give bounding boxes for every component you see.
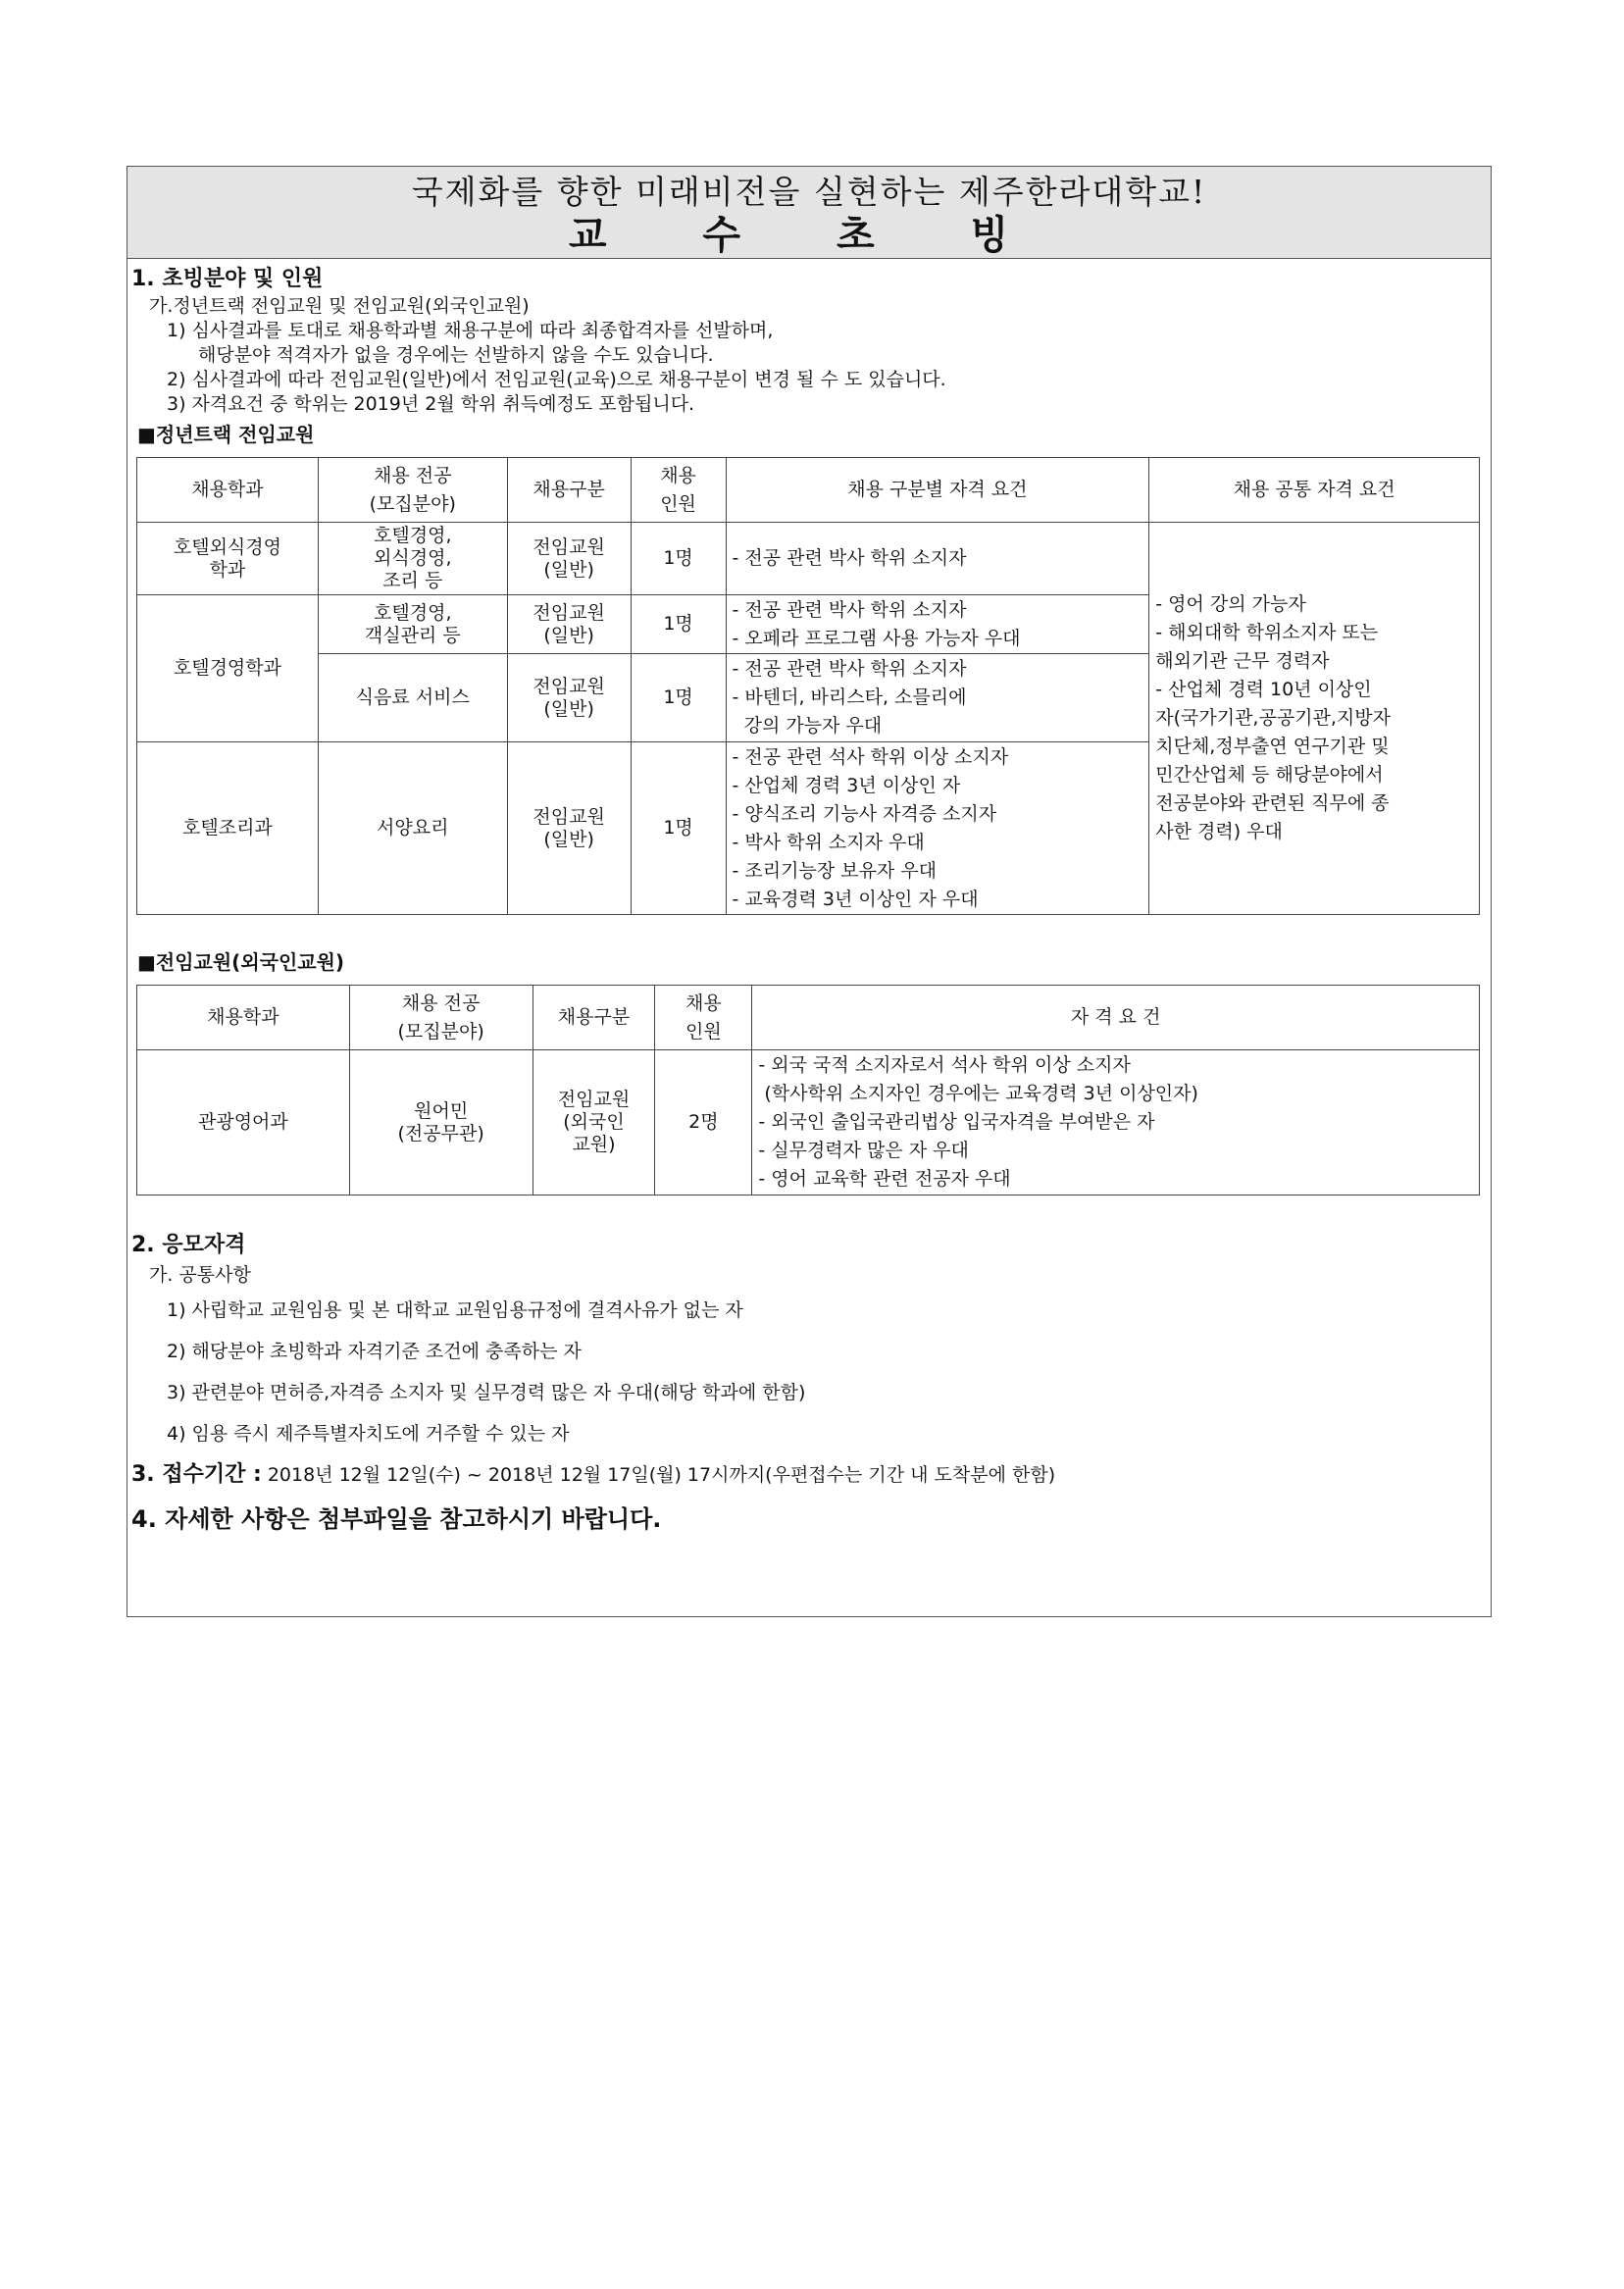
section2-item: 3) 관련분야 면허증,자격증 소지자 및 실무경력 많은 자 우대(해당 학과에 한함) <box>167 1382 806 1403</box>
notice-header <box>127 167 1491 259</box>
cell-type: 전임교원 (일반) <box>507 595 631 654</box>
cell-dept: 호텔조리과 <box>137 742 319 915</box>
table1-title: ■정년트랙 전임교원 <box>137 423 315 446</box>
cell-req: - 전공 관련 박사 학위 소지자 - 바텐더, 바리스타, 소믈리에 강의 가능자 우대 <box>726 654 1149 742</box>
section2-item: 4) 임용 즉시 제주특별자치도에 거주할 수 있는 자 <box>167 1423 570 1445</box>
tenure-track-table <box>136 457 1480 915</box>
cell-req: - 전공 관련 박사 학위 소지자 - 오페라 프로그램 사용 가능자 우대 <box>726 595 1149 654</box>
cell-major: 식음료 서비스 <box>318 654 507 742</box>
section1-note: 1) 심사결과를 토대로 채용학과별 채용구분에 따라 최종합격자를 선발하며, <box>167 320 774 341</box>
section3-heading: 3. 접수기간 : <box>131 1462 262 1487</box>
cell-major: 서양요리 <box>318 742 507 915</box>
notice-body <box>127 259 1491 1543</box>
cell-count: 1명 <box>631 523 726 595</box>
cell-count: 1명 <box>631 742 726 915</box>
cell-major: 원어민 (전공무관) <box>349 1050 533 1195</box>
section3-text: 2018년 12월 12일(수) ~ 2018년 12월 17일(월) 17시까지(우편접수는 기간 내 도착분에 한함) <box>267 1464 1056 1486</box>
cell-type: 전임교원 (일반) <box>507 654 631 742</box>
cell-common: - 영어 강의 가능자 - 해외대학 학위소지자 또는 해외기관 근무 경력자 - 산업체 경력 10년 이상인 자(국가기관,공공기관,지방자 치단체,정부출연 연구기관 및 민간산업체 등 해당분야에서 전공분야와 관련된 직무에 종 사한 경력) 우대 <box>1149 523 1480 915</box>
section1-note: 2) 심사결과에 따라 전임교원(일반)에서 전임교원(교육)으로 채용구분이 변경 될 수 도 있습니다. <box>167 369 946 390</box>
header-dept: 채용학과 <box>137 986 350 1050</box>
cell-dept: 관광영어과 <box>137 1050 350 1195</box>
section2-heading: 2. 응모자격 <box>131 1233 246 1257</box>
header-major: 채용 전공 (모집분야) <box>318 458 507 523</box>
cell-count: 1명 <box>631 654 726 742</box>
table-header-row <box>137 458 1480 523</box>
page-title: 교 수 초 빙 <box>568 212 1050 258</box>
table-header-row <box>137 986 1480 1050</box>
cell-req: - 전공 관련 석사 학위 이상 소지자 - 산업체 경력 3년 이상인 자 - 양식조리 기능사 자격증 소지자 - 박사 학위 소지자 우대 - 조리기능장 보유자 우대 - 교육경력 3년 이상인 자 우대 <box>726 742 1149 915</box>
section3 <box>131 1454 1483 1496</box>
section2-sub: 가. 공통사항 <box>149 1264 251 1286</box>
section1-heading: 1. 초빙분야 및 인원 <box>131 267 324 291</box>
header-count: 채용 인원 <box>631 458 726 523</box>
foreign-faculty-table <box>136 985 1480 1195</box>
recruitment-notice <box>127 166 1492 1617</box>
header-count: 채용 인원 <box>655 986 752 1050</box>
cell-req: - 외국 국적 소지자로서 석사 학위 이상 소지자 (학사학위 소지자인 경우에는 교육경력 3년 이상인자) - 외국인 출입국관리법상 입국자격을 부여받은 자 - 실무경력자 많은 자 우대 - 영어 교육학 관련 전공자 우대 <box>752 1050 1480 1195</box>
section4-heading: 4. 자세한 사항은 첨부파일을 참고하시기 바랍니다. <box>131 1505 662 1533</box>
header-common: 채용 공통 자격 요건 <box>1149 458 1480 523</box>
slogan: 국제화를 향한 미래비전을 실현하는 제주한라대학교! <box>411 173 1207 211</box>
cell-count: 1명 <box>631 595 726 654</box>
cell-major: 호텔경영, 객실관리 등 <box>318 595 507 654</box>
cell-dept: 호텔외식경영 학과 <box>137 523 319 595</box>
cell-dept: 호텔경영학과 <box>137 595 319 742</box>
cell-type: 전임교원 (일반) <box>507 523 631 595</box>
cell-major: 호텔경영, 외식경영, 조리 등 <box>318 523 507 595</box>
header-dept: 채용학과 <box>137 458 319 523</box>
section1-sub: 가.정년트랙 전임교원 및 전임교원(외국인교원) <box>149 295 530 317</box>
section2-item: 2) 해당분야 초빙학과 자격기준 조건에 충족하는 자 <box>167 1341 582 1362</box>
header-type: 채용구분 <box>507 458 631 523</box>
header-type: 채용구분 <box>533 986 655 1050</box>
cell-req: - 전공 관련 박사 학위 소지자 <box>726 523 1149 595</box>
cell-count: 2명 <box>655 1050 752 1195</box>
header-req: 채용 구분별 자격 요건 <box>726 458 1149 523</box>
section2-item: 1) 사립학교 교원임용 및 본 대학교 교원임용규정에 결격사유가 없는 자 <box>167 1299 743 1321</box>
table-row <box>137 1050 1480 1195</box>
section1-note: 3) 자격요건 중 학위는 2019년 2월 학위 취득예정도 포함됩니다. <box>167 393 695 415</box>
header-req: 자 격 요 건 <box>752 986 1480 1050</box>
cell-type: 전임교원 (외국인 교원) <box>533 1050 655 1195</box>
section1-note: 해당분야 적격자가 없을 경우에는 선발하지 않을 수도 있습니다. <box>198 344 714 366</box>
table2-title: ■전임교원(외국인교원) <box>137 950 345 974</box>
header-major: 채용 전공 (모집분야) <box>349 986 533 1050</box>
cell-type: 전임교원 (일반) <box>507 742 631 915</box>
table-row <box>137 523 1480 595</box>
